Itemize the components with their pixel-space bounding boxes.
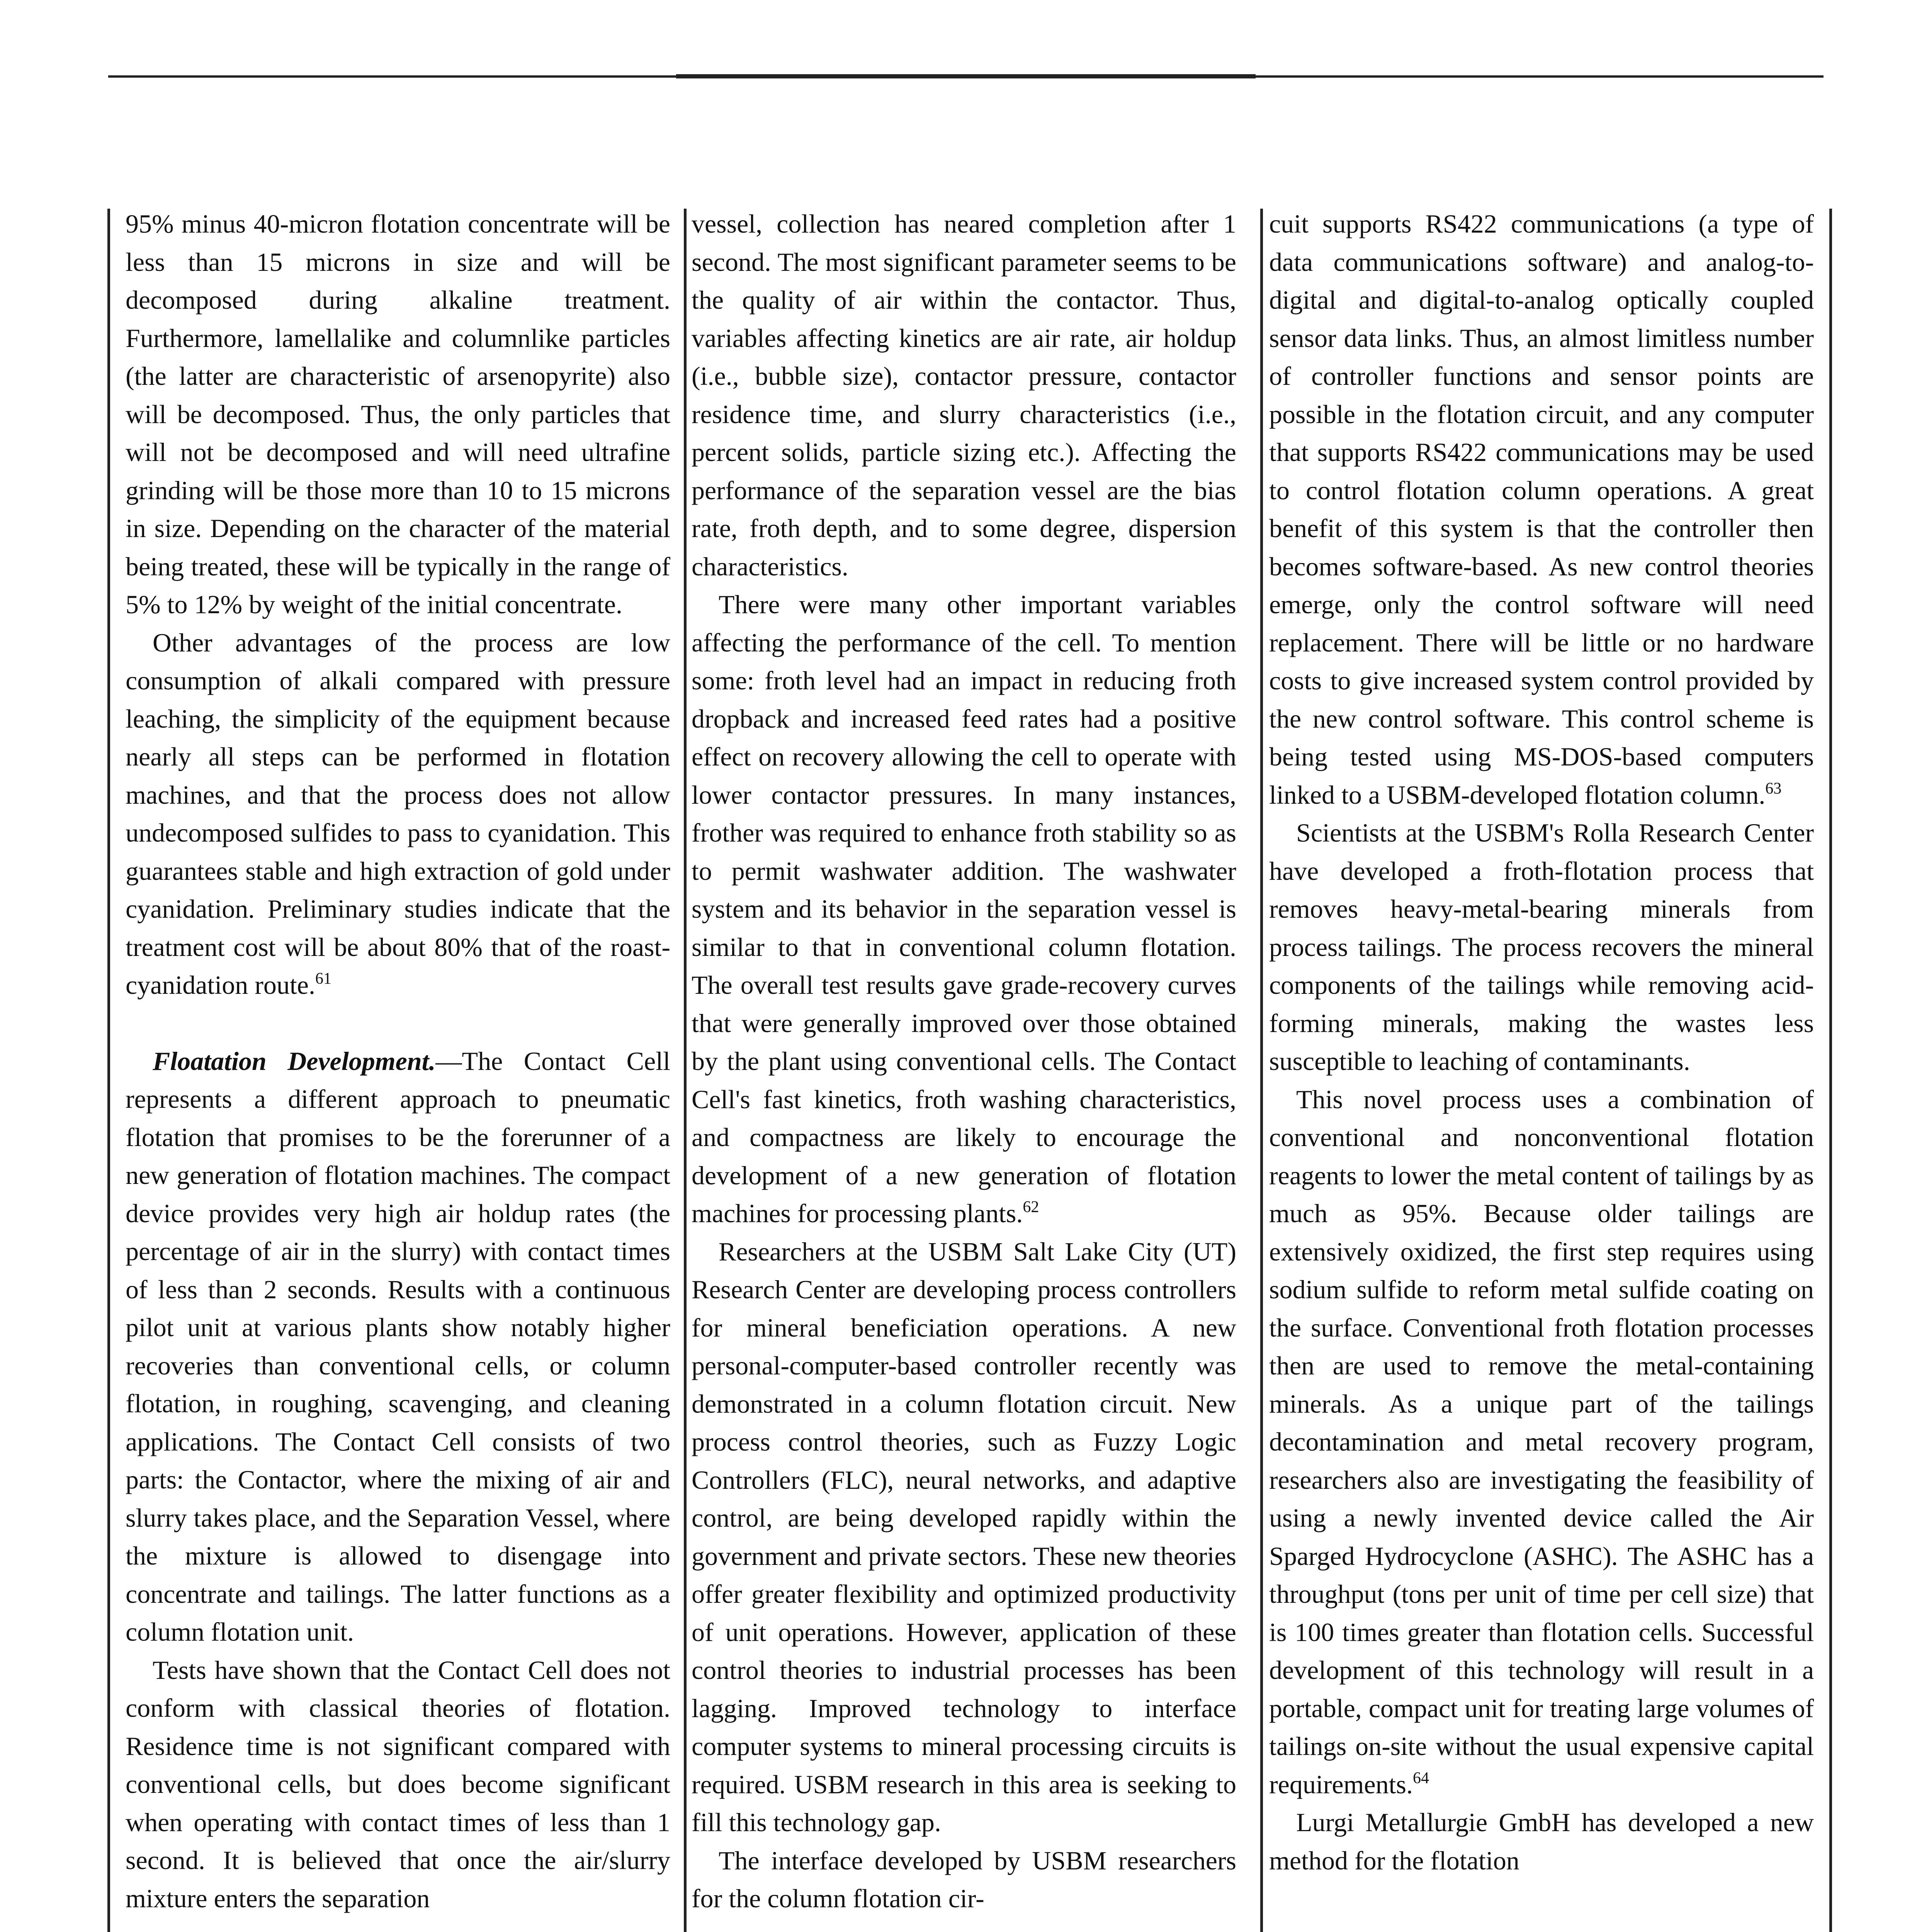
column-rule: [1829, 209, 1832, 1932]
paragraph: Lurgi Metallurgie GmbH has developed a new method for the flotation: [1269, 1808, 1814, 1875]
paragraph-text: This novel process uses a combination of conventional and nonconventional flotation reagents to lower the metal content of tailings by as much as 95%. Because older tailings are extensively oxidized, the first step requires using sodium sulfide to reform metal sulfide coating on the surface. Conventional froth flotation processes then are used to remove the metal-containing minerals. As a unique part of the tailings decontamination and metal recovery program, researchers also are investigating the feasibility of using a newly invented device called the Air Sparged Hydrocyclone (ASHC). The ASHC has a throughput (tons per unit of time per cell size) that is 100 times greater than flotation cells. Successful development of this technology will result in a portable, compact unit for treating large volumes of tailings on-site without the usual expensive capital requirements.: [1269, 1084, 1814, 1799]
column-rule: [684, 209, 687, 1932]
footnote-ref: 61: [315, 970, 331, 988]
paragraph: vessel, collection has neared completion after 1 second. The most significant parameter seems to be the quality of air within the contactor. Thus, variables affecting kinetics are air rate, air holdup (i.e., bubble size), contactor pressure, contactor residence time, and slurry characteristics (i.e., percent solids, particle sizing etc.). Affecting the performance of the separation vessel are the bias rate, froth depth, and to some degree, dispersion characteristics.: [692, 209, 1236, 581]
paragraph-text: Other advantages of the process are low consumption of alkali compared with pressure leaching, the simplicity of the equipment because nearly all steps can be performed in flotation machines, and that the process does not allow undecomposed sulfides to pass to cyanidation. This guarantees stable and high extraction of gold under cyanidation. Preliminary studies indicate that the treatment cost will be about 80% that of the roast-cyanidation route.: [126, 628, 670, 1000]
paragraph: Researchers at the USBM Salt Lake City (UT) Research Center are developing process controllers for mineral beneficiation operations. A new personal-computer-based controller recently was demonstrated in a column flotation circuit. New process control theories, such as Fuzzy Logic Controllers (FLC), neural networks, and adaptive control, are being developed rapidly within the government and private sectors. These new theories offer greater flexibility and optimized productivity of unit operations. However, application of these control theories to industrial processes has been lagging. Improved technology to interface computer systems to mineral processing circuits is required. USBM research in this area is seeking to fill this technology gap.: [692, 1236, 1236, 1837]
paragraph: Tests have shown that the Contact Cell does not conform with classical theories of flotation. Residence time is not significant compared with conventional cells, but does become significant when operating with contact times of less than 1 second. It is believed that once the air/slurry mixture enters the separation: [126, 1655, 670, 1913]
paragraph: [1269, 205, 1814, 814]
paragraph: 95% minus 40-micron flotation concentrate will be less than 15 microns in size and will be decomposed during alkaline treatment. Furthermore, lamellalike and columnlike particles (the latter are characteristic of arsenopyrite) also will be decomposed. Thus, the only particles that will not be decomposed and will need ultrafine grinding will be those more than 10 to 15 microns in size. Depending on the character of the material being treated, these will be typically in the range of 5% to 12% by weight of the initial concentrate.: [126, 209, 670, 619]
column-rule: [107, 209, 110, 1932]
paragraph: [126, 624, 670, 1004]
footnote-ref: 62: [1023, 1198, 1039, 1216]
footnote-ref: 64: [1412, 1769, 1429, 1787]
paragraph: [692, 585, 1236, 1233]
paragraph: [126, 1042, 670, 1651]
paragraph-text: There were many other important variables affecting the performance of the cell. To mention some: froth level had an impact in reducing froth dropback and increased feed rates had a positive effect on recovery allowing the cell to operate with lower contactor pressures. In many instances, frother was required to enhance froth stability so as to permit washwater addition. The washwater system and its behavior in the separation vessel is similar to that in conventional column flotation. The overall test results gave grade-recovery curves that were generally improved over those obtained by the plant using conventional cells. The Contact Cell's fast kinetics, froth washing characteristics, and compactness are likely to encourage the development of a new generation of flotation machines for processing plants.: [692, 590, 1236, 1228]
text-column-2: [692, 205, 1236, 1932]
column-rule: [1260, 209, 1263, 1932]
paragraph-text: —The Contact Cell represents a different approach to pneumatic flotation that promises to be the forerunner of a new generation of flotation machines. The compact device provides very high air holdup rates (the percentage of air in the slurry) with contact times of less than 2 seconds. Results with a continuous pilot unit at various plants show notably higher recoveries than conventional cells, or column flotation, in roughing, scavenging, and cleaning applications. The Contact Cell consists of two parts: the Contactor, where the mixing of air and slurry takes place, and the Separation Vessel, where the mixture is allowed to disengage into concentrate and tailings. The latter functions as a column flotation unit.: [126, 1046, 671, 1646]
text-column-1: [126, 205, 670, 1932]
paragraph: Scientists at the USBM's Rolla Research Center have developed a froth-flotation process that removes heavy-metal-bearing minerals from process tailings. The process recovers the mineral components of the tailings while removing acid-forming minerals, making the wastes less susceptible to leaching of contaminants.: [1269, 818, 1814, 1076]
top-rule-accent: [676, 74, 1256, 78]
paragraph-text: cuit supports RS422 communications (a type of data communications software) and analog-to-digital and digital-to-analog optically coupled sensor data links. Thus, an almost limitless number of controller functions and sensor points are possible in the flotation circuit, and any computer that supports RS422 communications may be used to control flotation column operations. A great benefit of this system is that the controller then becomes software-based. As new control theories emerge, only the control software will need replacement. There will be little or no hardware costs to give increased system control provided by the new control software. This control scheme is being tested using MS-DOS-based computers linked to a USBM-developed flotation column.: [1269, 209, 1814, 810]
text-column-3: [1269, 205, 1814, 1932]
footnote-ref: 63: [1765, 779, 1782, 798]
section-heading: Floatation Development.: [153, 1046, 436, 1076]
paragraph: [1269, 1080, 1814, 1804]
paragraph: The interface developed by USBM researchers for the column flotation cir-: [692, 1845, 1236, 1913]
